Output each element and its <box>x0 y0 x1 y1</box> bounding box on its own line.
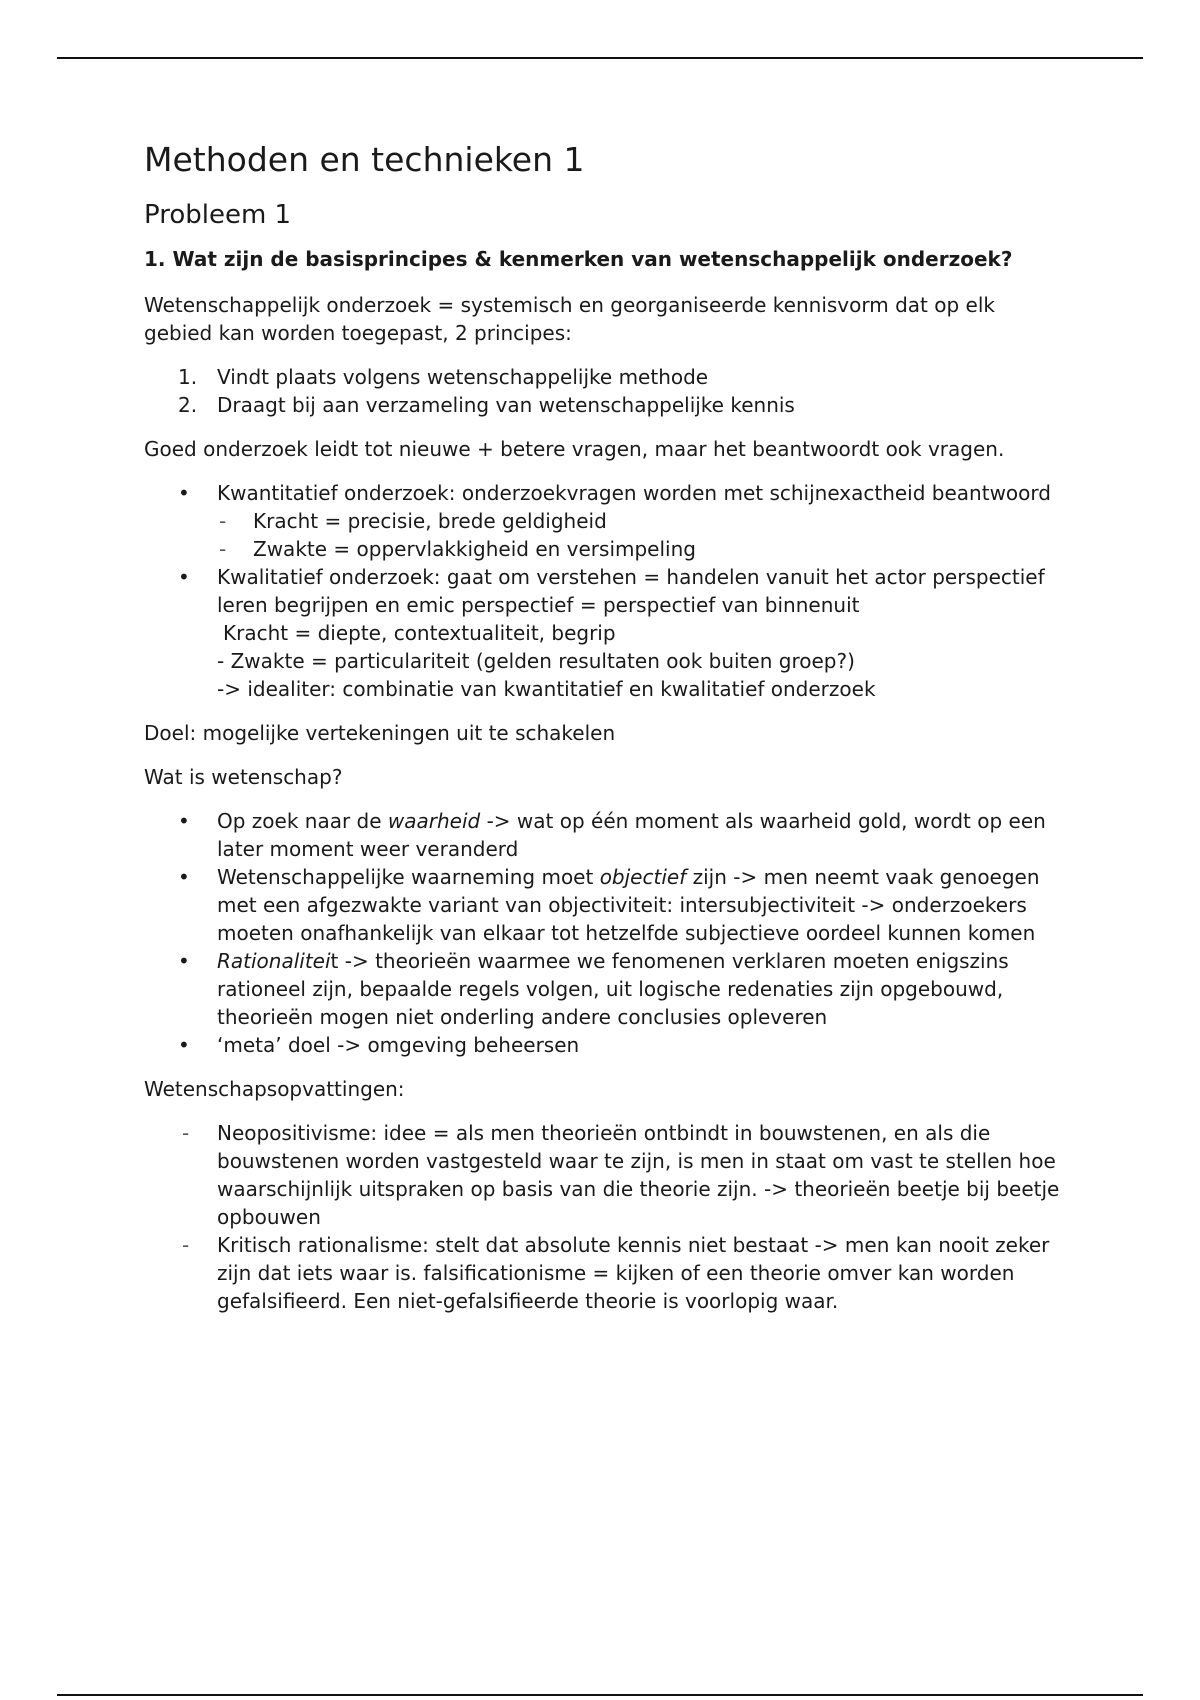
bullet: • <box>178 808 190 833</box>
qualitative-item <box>144 563 1064 703</box>
list-item-text: Kritisch rationalisme: stelt dat absolute kennis niet bestaat -> men kan nooit zeker zijn dat iets waar is. falsificationisme = kijken of een theorie omver kan worden gefalsifieerd. Een niet-gefalsifieerde theorie is voorlopig waar. <box>217 1232 1050 1313</box>
text-part: t -> theorieën waarmee we fenomenen verklaren moeten enigszins rationeel zijn, bepaalde regels volgen, uit logische redenaties zijn opgebouwd, theorieën mogen niet onderling andere conclusies opleveren <box>217 948 1009 1029</box>
document-title: Methoden en technieken 1 <box>144 140 585 179</box>
sub-item-text: Zwakte = oppervlakkigheid en versimpeling <box>253 536 696 561</box>
document-body <box>144 140 1064 1331</box>
quantitative-item <box>144 479 1064 563</box>
views-list <box>144 1119 1064 1315</box>
emphasis-text: Rationalitei <box>217 948 331 973</box>
list-item <box>144 807 1064 863</box>
bullet: • <box>178 864 190 889</box>
text-part: zijn -> men neemt vaak genoegen met een afgezwakte variant van objectiviteit: intersubjectiviteit -> onderzoekers moeten onafhankelijk van elkaar tot hetzelfde subjectieve oordeel kunnen komen <box>217 864 1040 945</box>
list-number: 2. <box>178 392 198 417</box>
text-part: Wetenschappelijke waarneming moet <box>217 864 600 889</box>
sub-item-text: Kracht = precisie, brede geldigheid <box>253 508 607 533</box>
sub-item <box>217 507 1064 535</box>
list-item-text: Draagt bij aan verzameling van wetenschappelijke kennis <box>217 392 795 417</box>
qualitative-strength: Kracht = diepte, contextualiteit, begrip <box>223 620 616 645</box>
dash: - <box>219 508 227 533</box>
research-types-list <box>144 479 1064 703</box>
dash: - <box>219 536 227 561</box>
list-item <box>144 947 1064 1031</box>
principles-list <box>144 363 1064 419</box>
header-rule <box>57 57 1143 59</box>
list-number: 1. <box>178 364 198 389</box>
dash: - <box>182 1120 190 1145</box>
emphasis-text: waarheid <box>387 808 481 833</box>
section-heading: Probleem 1 <box>144 199 292 230</box>
list-item-text: Vindt plaats volgens wetenschappelijke methode <box>217 364 709 389</box>
list-item-text: Neopositivisme: idee = als men theorieën ontbindt in bouwstenen, en als die bouwstenen worden vastgesteld waar te zijn, is men in staat om vast te stellen hoe waarschijnlijk uitspraken op basis van die theorie zijn. -> theorieën beetje bij beetje opbouwen <box>217 1120 1060 1229</box>
footer-rule <box>57 1694 1143 1696</box>
views-heading: Wetenschapsopvattingen: <box>144 1076 405 1101</box>
qualitative-text: Kwalitatief onderzoek: gaat om verstehen = handelen vanuit het actor perspectief leren begrijpen en emic perspectief = perspectief van binnenuit <box>217 564 1045 617</box>
bullet: • <box>178 480 190 505</box>
bullet: • <box>178 564 190 589</box>
bullet: • <box>178 948 190 973</box>
emphasis-text: objectief <box>599 864 687 889</box>
science-question: Wat is wetenschap? <box>144 764 343 789</box>
intro-paragraph: Wetenschappelijk onderzoek = systemisch en georganiseerde kennisvorm dat op elk gebied kan worden toegepast, 2 principes: <box>144 292 995 345</box>
quantitative-text: Kwantitatief onderzoek: onderzoekvragen worden met schijnexactheid beantwoord <box>217 480 1051 505</box>
qualitative-weakness: - Zwakte = particulariteit (gelden resultaten ook buiten groep?) <box>217 648 855 673</box>
text-part: -> wat op één moment als waarheid gold, wordt op een later moment weer veranderd <box>217 808 1046 861</box>
list-item <box>144 363 1064 391</box>
bullet: • <box>178 1032 190 1057</box>
sub-item <box>217 535 1064 563</box>
question-heading: 1. Wat zijn de basisprincipes & kenmerken van wetenschappelijk onderzoek? <box>144 246 1013 271</box>
goal-paragraph: Doel: mogelijke vertekeningen uit te schakelen <box>144 720 616 745</box>
list-item <box>144 1119 1064 1231</box>
text-part: Op zoek naar de <box>217 808 388 833</box>
qualitative-ideal: -> idealiter: combinatie van kwantitatief en kwalitatief onderzoek <box>217 676 876 701</box>
dash: - <box>182 1232 190 1257</box>
text-part: ‘meta’ doel -> omgeving beheersen <box>217 1032 580 1057</box>
list-item <box>144 863 1064 947</box>
list-item <box>144 391 1064 419</box>
science-list <box>144 807 1064 1059</box>
list-item <box>144 1031 1064 1059</box>
good-research-paragraph: Goed onderzoek leidt tot nieuwe + betere vragen, maar het beantwoordt ook vragen. <box>144 436 1005 461</box>
list-item <box>144 1231 1064 1315</box>
